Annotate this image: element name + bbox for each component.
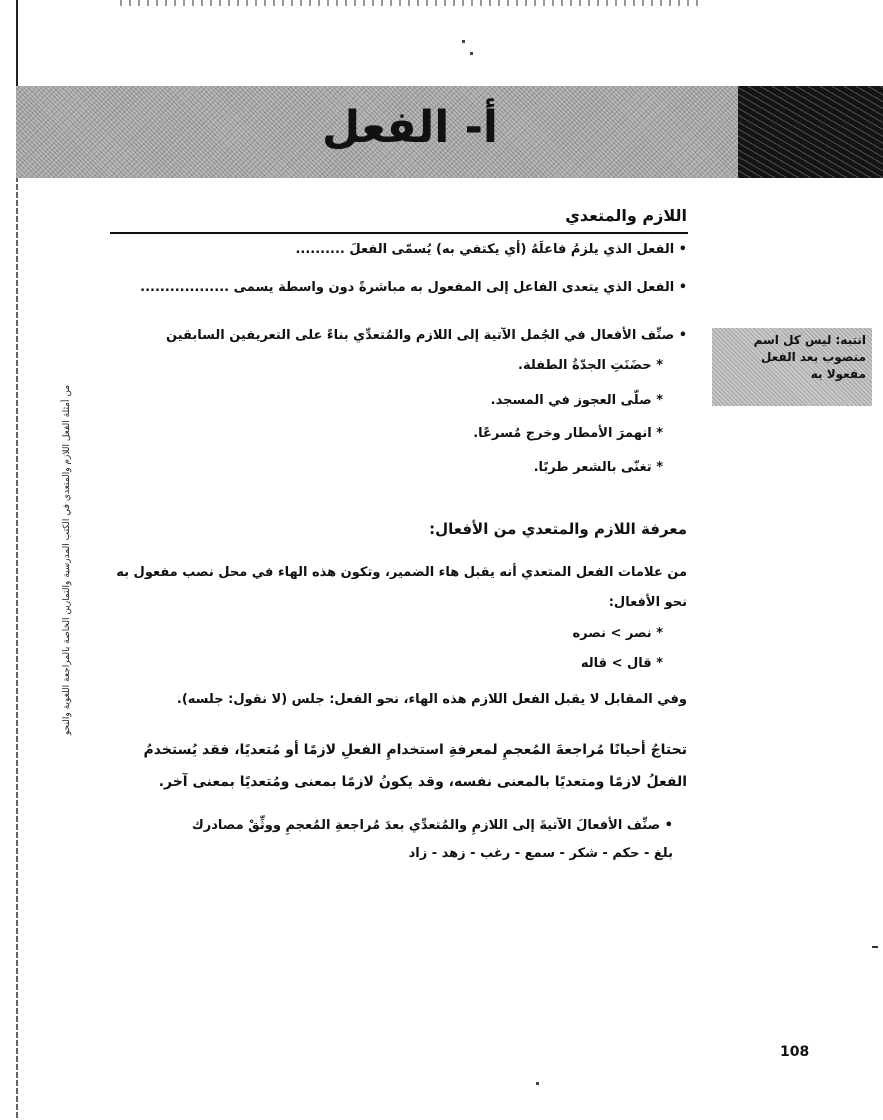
example-sentence: * تغنّى بالشعر طربًا.: [533, 460, 663, 475]
paragraph-dictionary-note: تحتاجُ أحيانًا مُراجعةَ المُعجمِ لمعرفةِ استخدامِ الفعلِ لازمًا أو مُتعديًا، فقد يُستخدمُ الفعلُ لازمًا ومتعديًا بالمعنى نفسه، وقد يكونُ لازمًا بمعنى ومُتعديًا بمعنى آخر.: [143, 742, 687, 790]
page-edge-rule-top: [16, 0, 18, 90]
scan-artifact-dots: [120, 0, 700, 6]
vertical-margin-note: من أمثلة الفعل اللازم والمتعدي في الكتب المدرسية والتمارين الخاصة بالمراجعة اللغوية والنحو: [62, 384, 72, 736]
scan-artifact-tick: [872, 946, 878, 948]
scan-speck: [536, 1082, 539, 1085]
definition-line: • الفعل الذي يلزمُ فاعلَهُ (أي يكتفي به) يُسمّى الفعلَ ..........: [295, 242, 687, 257]
page-number: 108: [780, 1044, 810, 1060]
exercise-intro: • صنِّف الأفعال في الجُمل الآتية إلى اللازم والمُتعدِّي بناءً على التعريفين السابقين: [166, 328, 687, 343]
chapter-header-dark-block: [738, 86, 883, 178]
section-title-identify: معرفة اللازم والمتعدي من الأفعال:: [429, 520, 687, 538]
tip-box: [712, 328, 872, 406]
paragraph-rule: من علامات الفعل المتعدي أنه يقبل هاء الضمير، وتكون هذه الهاء في محل نصب مفعول به نحو الأفعال:: [116, 565, 687, 610]
scan-speck: [470, 52, 473, 55]
example-sentence: * حضَنَتِ الجدّةُ الطفلة.: [518, 358, 663, 373]
definition-line: • الفعل الذي يتعدى الفاعل إلى المفعول به مباشرةً دون واسطة يسمى ..................: [140, 280, 687, 295]
verb-list: بلغ - حكم - شكر - سمع - رغب - زهد - زاد: [408, 846, 673, 861]
section-underline: [110, 232, 688, 234]
example-verb: * نصر > نصره: [572, 626, 663, 641]
section-title-transitive: اللازم والمتعدي: [565, 206, 687, 225]
chapter-title: أ- الفعل: [321, 102, 499, 153]
exercise-instruction: • صنِّف الأفعالَ الآتيةَ إلى اللازمِ والمُتعدِّي بعدَ مُراجعةِ المُعجمِ ووثِّقْ مصادرك: [191, 818, 673, 833]
scan-speck: [462, 40, 465, 43]
paragraph-contrast: وفي المقابل لا يقبل الفعل اللازم هذه الهاء، نحو الفعل: جلس (لا نقول: جلسه).: [176, 692, 687, 707]
example-sentence: * انهمرَ الأمطار وخرج مُسرعًا.: [473, 426, 663, 441]
tip-box-text: انتبه: ليس كل اسم منصوب بعد الفعل مفعولا به: [753, 333, 866, 381]
example-sentence: * صلّى العجوز في المسجد.: [490, 393, 663, 408]
example-verb: * قال > قاله: [580, 656, 663, 671]
